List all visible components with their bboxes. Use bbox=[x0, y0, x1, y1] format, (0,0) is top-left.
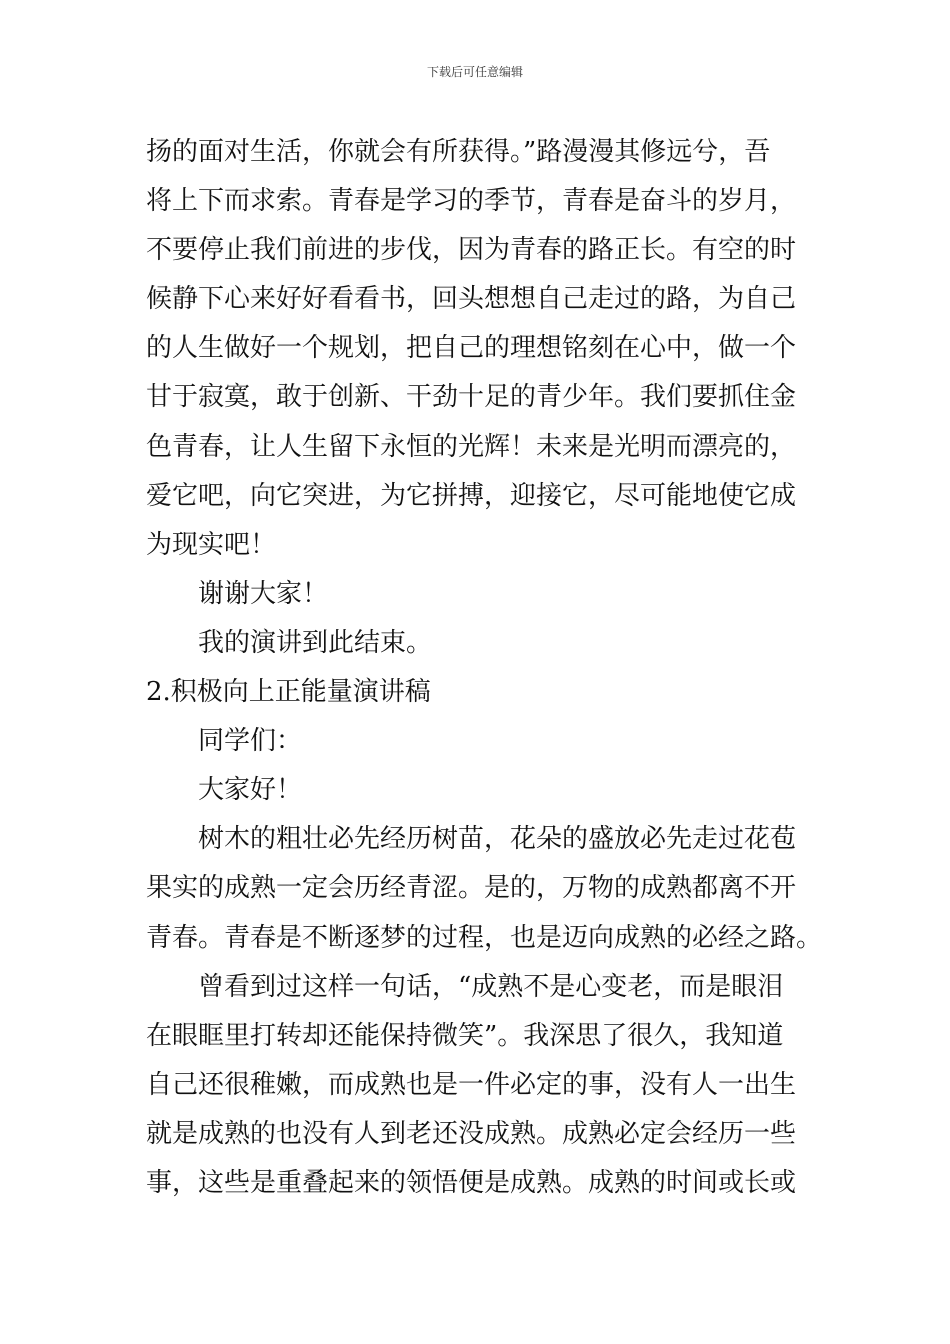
text-line: 扬的面对生活，你就会有所获得。”路漫漫其修远兮，吾 bbox=[146, 137, 771, 167]
page-header-note: 下载后可任意编辑 bbox=[426, 65, 523, 79]
greeting: 大家好！ bbox=[198, 775, 303, 806]
paragraph-start: 树木的粗壮必先经历树苗，花朵的盛放必先走过花苞 bbox=[198, 824, 797, 855]
text-line: 自己还很稚嫩，而成熟也是一件必定的事，没有人一出生 bbox=[146, 1069, 797, 1100]
document-body bbox=[146, 128, 823, 1208]
salutation: 同学们： bbox=[198, 726, 303, 757]
text-line: 事，这些是重叠起来的领悟便是成熟。成熟的时间或长或 bbox=[146, 1167, 797, 1198]
text-line: 候静下心来好好看看书，回头想想自己走过的路，为自己 bbox=[146, 284, 797, 315]
text-line: 将上下而求索。青春是学习的季节，青春是奋斗的岁月， bbox=[146, 186, 797, 217]
text-line: 爱它吧，向它突进，为它拼搏，迎接它，尽可能地使它成 bbox=[146, 480, 797, 511]
closing-thanks: 谢谢大家！ bbox=[198, 578, 329, 609]
text-line: 的人生做好一个规划，把自己的理想铭刻在心中，做一个 bbox=[146, 333, 797, 364]
text-line: 在眼眶里打转却还能保持微笑”。我深思了很久，我知道 bbox=[146, 1020, 784, 1051]
text-line: 色青春，让人生留下永恒的光辉！未来是光明而漂亮的， bbox=[146, 431, 797, 462]
text-line: 不要停止我们前进的步伐，因为青春的路正长。有空的时 bbox=[146, 235, 797, 266]
text-line: 为现实吧！ bbox=[146, 529, 277, 560]
section-heading: 2.积极向上正能量演讲稿 bbox=[146, 677, 431, 708]
text-line: 甘于寂寞，敢于创新、干劲十足的青少年。我们要抓住金 bbox=[146, 382, 797, 413]
text-line: 就是成熟的也没有人到老还没成熟。成熟必定会经历一些 bbox=[146, 1118, 797, 1149]
text-line: 青春。青春是不断逐梦的过程，也是迈向成熟的必经之路。 bbox=[146, 922, 823, 953]
closing-end: 我的演讲到此结束。 bbox=[198, 627, 433, 658]
text-line: 果实的成熟一定会历经青涩。是的，万物的成熟都离不开 bbox=[146, 873, 797, 904]
paragraph-start: 曾看到过这样一句话，“成熟不是心变老，而是眼泪 bbox=[198, 971, 784, 1002]
